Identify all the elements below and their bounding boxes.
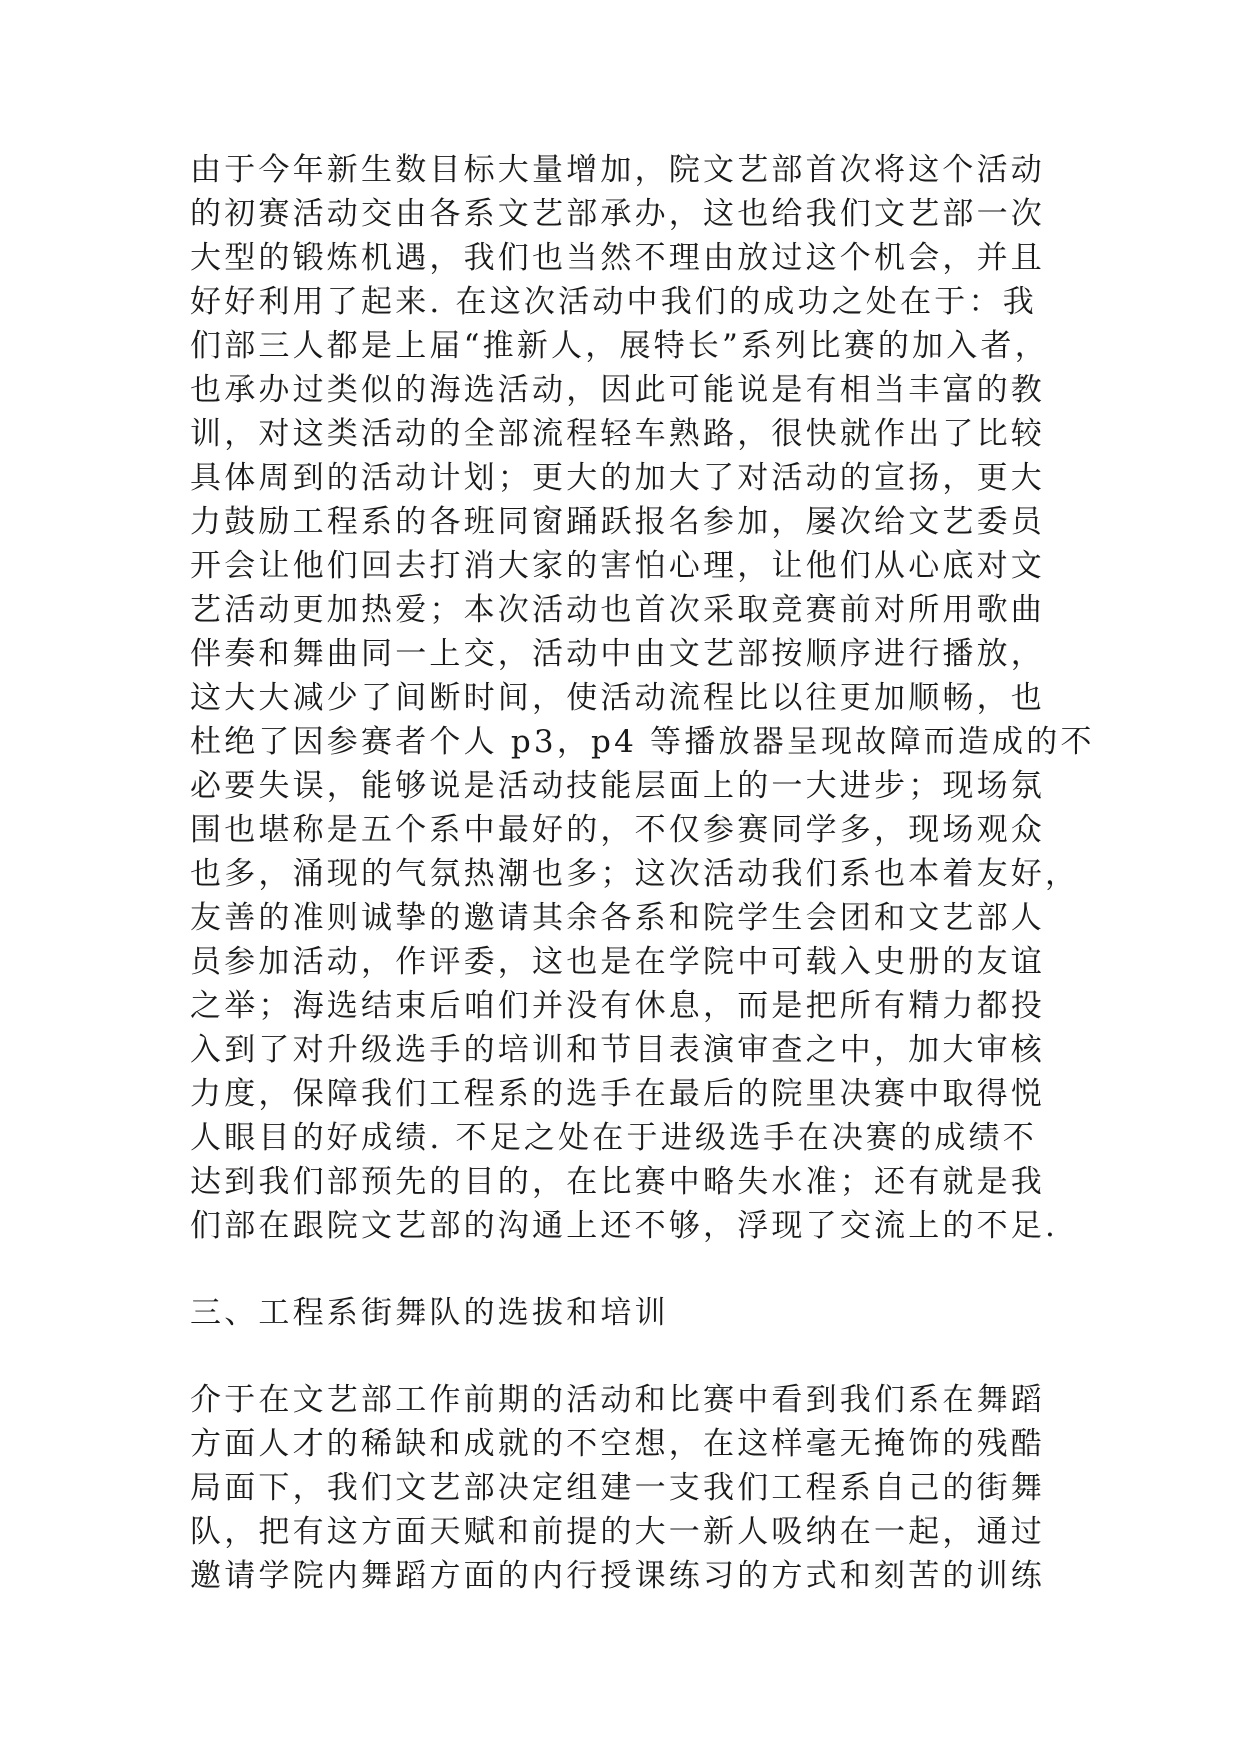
text-line: 人眼目的好成绩. 不足之处在于进级选手在决赛的成绩不 <box>190 1120 1037 1156</box>
text-line: 方面人才的稀缺和成就的不空想，在这样毫无掩饰的残酷 <box>190 1426 1045 1462</box>
text-line: 由于今年新生数目标大量增加，院文艺部首次将这个活动 <box>190 152 1045 188</box>
paragraph-1 <box>190 148 1095 1248</box>
text-line: 的初赛活动交由各系文艺部承办，这也给我们文艺部一次 <box>190 196 1045 232</box>
text-line: 邀请学院内舞蹈方面的内行授课练习的方式和刻苦的训练 <box>190 1558 1045 1594</box>
text-line: 员参加活动，作评委，这也是在学院中可载入史册的友谊 <box>190 944 1045 980</box>
text-line: 局面下，我们文艺部决定组建一支我们工程系自己的街舞 <box>190 1470 1045 1506</box>
text-line: 们部在跟院文艺部的沟通上还不够，浮现了交流上的不足. <box>190 1208 1059 1244</box>
paragraph-2 <box>190 1378 1050 1598</box>
section-heading: 三、工程系街舞队的选拔和培训 <box>190 1295 669 1331</box>
text-line: 好好利用了起来. 在这次活动中我们的成功之处在于：我 <box>190 284 1037 320</box>
text-line: 艺活动更加热爱；本次活动也首次采取竞赛前对所用歌曲 <box>190 592 1045 628</box>
text-line: 也多，涌现的气氛热潮也多；这次活动我们系也本着友好， <box>190 856 1080 892</box>
text-line: 开会让他们回去打消大家的害怕心理，让他们从心底对文 <box>190 548 1045 584</box>
text-line: 围也堪称是五个系中最好的，不仅参赛同学多，现场观众 <box>190 812 1045 848</box>
text-line: 这大大减少了间断时间，使活动流程比以往更加顺畅，也 <box>190 680 1045 716</box>
text-line: 伴奏和舞曲同一上交，活动中由文艺部按顺序进行播放， <box>190 636 1045 672</box>
text-line: 杜绝了因参赛者个人 p3，p4 等播放器呈现故障而造成的不 <box>190 724 1095 760</box>
paragraph-gap <box>190 1335 1050 1378</box>
text-line: 训，对这类活动的全部流程轻车熟路，很快就作出了比较 <box>190 416 1045 452</box>
text-line: 入到了对升级选手的培训和节目表演审查之中，加大审核 <box>190 1032 1045 1068</box>
text-line: 力度，保障我们工程系的选手在最后的院里决赛中取得悦 <box>190 1076 1045 1112</box>
text-line: 具体周到的活动计划；更大的加大了对活动的宣扬，更大 <box>190 460 1045 496</box>
text-line: 必要失误，能够说是活动技能层面上的一大进步；现场氛 <box>190 768 1045 804</box>
text-line: 也承办过类似的海选活动，因此可能说是有相当丰富的教 <box>190 372 1045 408</box>
text-line: 们部三人都是上届“推新人，展特长”系列比赛的加入者， <box>190 328 1049 364</box>
document-body <box>190 148 1095 1598</box>
text-line: 友善的准则诚挚的邀请其余各系和院学生会团和文艺部人 <box>190 900 1045 936</box>
paragraph-gap <box>190 1248 1050 1291</box>
text-line: 力鼓励工程系的各班同窗踊跃报名参加，屡次给文艺委员 <box>190 504 1045 540</box>
text-line: 大型的锻炼机遇，我们也当然不理由放过这个机会，并且 <box>190 240 1045 276</box>
text-line: 之举；海选结束后咱们并没有休息，而是把所有精力都投 <box>190 988 1045 1024</box>
text-line: 达到我们部预先的目的，在比赛中略失水准；还有就是我 <box>190 1164 1045 1200</box>
text-line: 介于在文艺部工作前期的活动和比赛中看到我们系在舞蹈 <box>190 1382 1045 1418</box>
text-line: 队，把有这方面天赋和前提的大一新人吸纳在一起，通过 <box>190 1514 1045 1550</box>
